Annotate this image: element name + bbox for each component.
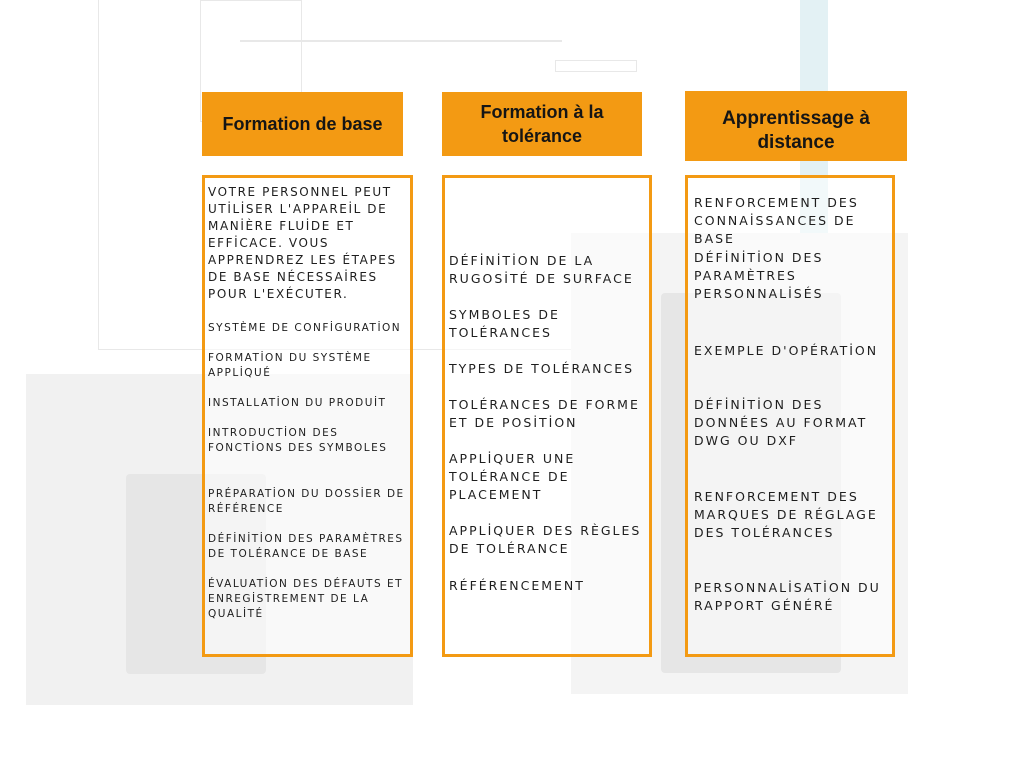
background-drawing-line [555, 60, 637, 72]
list-item: SYMBOLES DE TOLÉRANCES [449, 307, 560, 340]
list-item: INSTALLATİON DU PRODUİT [208, 397, 387, 409]
column-header-formation-tolerance: Formation à la tolérance [442, 92, 642, 156]
column-panel-formation-de-base [202, 175, 413, 657]
list-item: RENFORCEMENT DES MARQUES DE RÉGLAGE DES TOLÉRANCES [694, 489, 878, 540]
list-item: DÉFİNİTİON DE LA RUGOSİTÉ DE SURFACE [449, 253, 634, 286]
list-item: APPLİQUER UNE TOLÉRANCE DE PLACEMENT [449, 451, 576, 502]
list-item: EXEMPLE D'OPÉRATİON [694, 343, 879, 358]
list-item: INTRODUCTİON DES FONCTİONS DES SYMBOLES [208, 427, 388, 454]
list-item: TOLÉRANCES DE FORME ET DE POSİTİON [449, 397, 640, 430]
list-item: PRÉPARATİON DU DOSSİER DE RÉFÉRENCE [208, 488, 405, 515]
list-item: DÉFİNİTİON DES PARAMÈTRES PERSONNALİSÉS [694, 250, 824, 301]
column-panel-formation-tolerance [442, 175, 652, 657]
list-item: FORMATİON DU SYSTÈME APPLİQUÉ [208, 352, 372, 379]
list-item: DÉFİNİTİON DES DONNÉES AU FORMAT DWG OU DXF [694, 397, 868, 448]
list-item: VOTRE PERSONNEL PEUT UTİLİSER L'APPAREİL DE MANİÈRE FLUİDE ET EFFİCACE. VOUS APPRENDREZ LES ÉTAPES DE BASE NÉCESSAİRES POUR L'EXÉCUTER. [208, 185, 397, 301]
list-item: RENFORCEMENT DES CONNAİSSANCES DE BASE [694, 195, 859, 246]
list-item: TYPES DE TOLÉRANCES [449, 361, 635, 376]
list-item: DÉFİNİTİON DES PARAMÈTRES DE TOLÉRANCE DE BASE [208, 533, 404, 560]
list-item: RÉFÉRENCEMENT [449, 578, 585, 593]
column-header-formation-de-base: Formation de base [202, 92, 403, 156]
background-drawing-line [240, 40, 562, 42]
list-item: APPLİQUER DES RÈGLES DE TOLÉRANCE [449, 523, 642, 556]
list-item: ÉVALUATİON DES DÉFAUTS ET ENREGİSTREMENT DE LA QUALİTÉ [208, 578, 404, 620]
column-header-apprentissage-distance: Apprentissage à distance [685, 91, 907, 161]
list-item: SYSTÈME DE CONFİGURATİON [208, 322, 402, 334]
list-item: PERSONNALİSATİON DU RAPPORT GÉNÉRÉ [694, 580, 881, 613]
column-panel-apprentissage-distance [685, 175, 895, 657]
